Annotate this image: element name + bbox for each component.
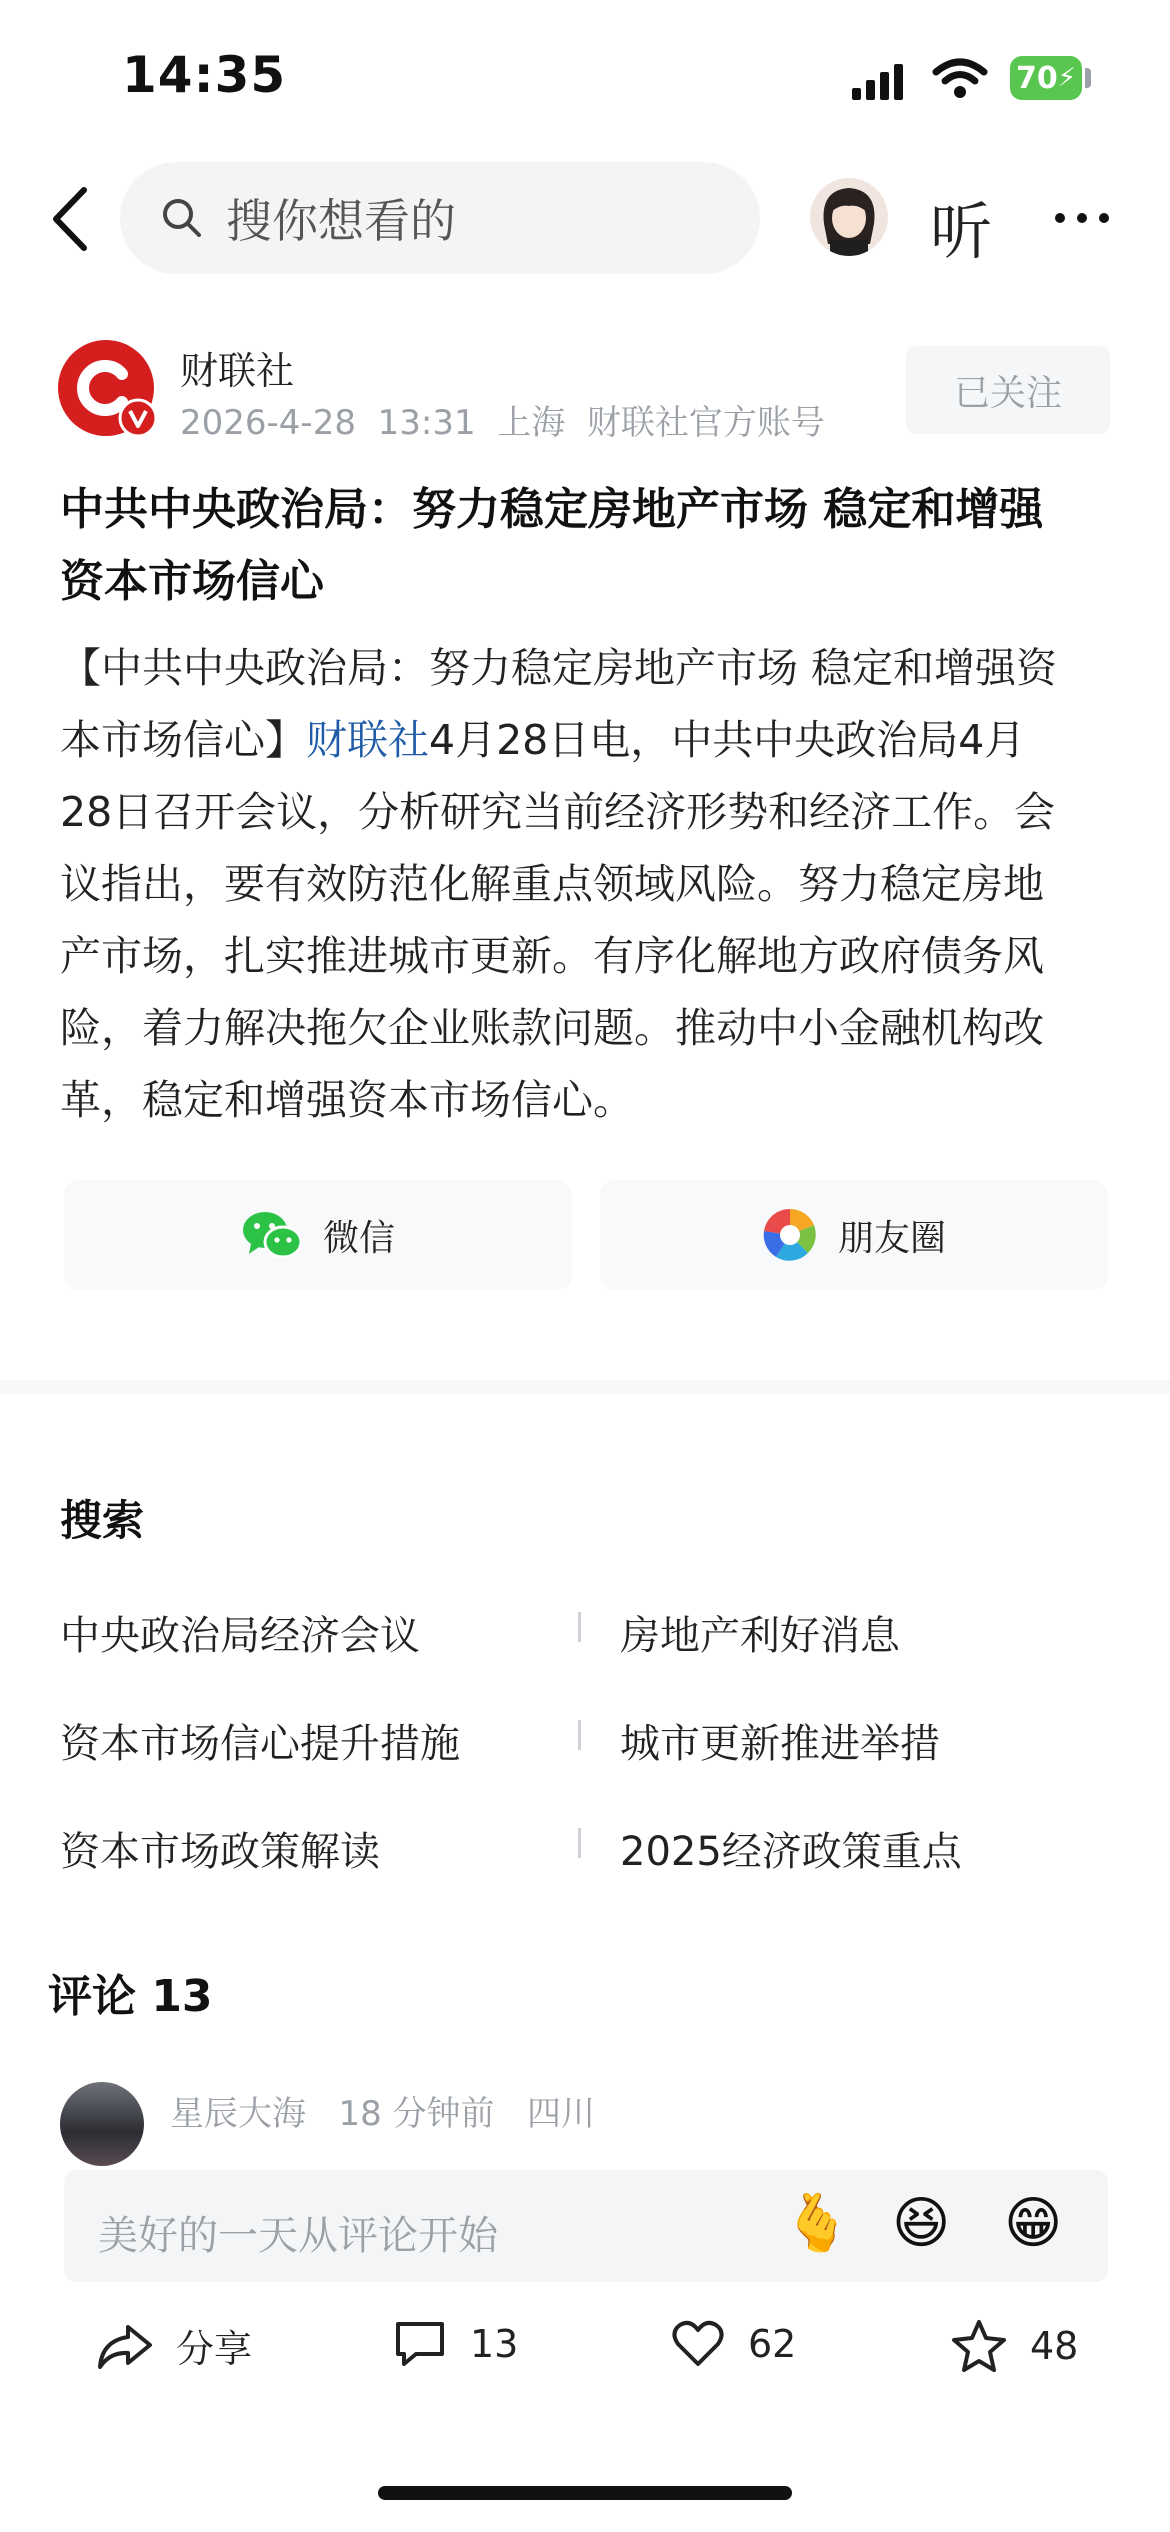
comment-time: 18 分钟前 [338,2094,495,2134]
avatar-face-icon [810,178,888,256]
body-line: 险，着力解决拖欠企业账款问题。推动中小金融机构改 [60,1004,1044,1052]
favorite-action[interactable] [950,2318,1078,2374]
comment-count: 13 [470,2322,519,2366]
grinning-emoji-icon[interactable]: 😁 [1004,2191,1063,2256]
publisher-link[interactable]: 财联社 [306,716,429,764]
battery-tip [1085,68,1091,88]
search-suggestion[interactable]: 中央政治局经济会议 [60,1613,420,1659]
publisher-name[interactable]: 财联社 [180,349,295,393]
search-suggestion[interactable]: 资本市场信心提升措施 [60,1721,460,1767]
search-suggestion[interactable]: 城市更新推进举措 [620,1721,940,1767]
body-line [60,704,1122,776]
publish-date: 2026-4-28 [180,403,356,443]
suggestion-separator [578,1720,581,1750]
share-arrow-icon [96,2321,154,2371]
body-line-text: 本市场信心】 [60,716,306,764]
search-suggestion[interactable]: 房地产利好消息 [620,1613,900,1659]
publish-meta [180,395,825,444]
status-time: 14:35 [122,46,287,104]
article-title-line: 资本市场信心 [60,556,324,607]
body-line: 产市场，扎实推进城市更新。有序化解地方政府债务风 [60,932,1044,980]
comment-action[interactable] [392,2318,518,2370]
body-line: 革，稳定和增强资本市场信心。 [60,1076,634,1124]
share-wechat-label: 微信 [322,1217,395,1259]
article-title [60,474,1120,618]
search-section-title: 搜索 [60,1496,145,1545]
comment-location: 四川 [526,2094,595,2134]
wifi-icon [932,58,988,100]
suggestion-separator [578,1612,581,1642]
comment-input[interactable] [64,2170,1108,2282]
comment-meta [170,2086,595,2135]
search-placeholder: 搜你想看的 [226,194,456,248]
moments-icon [762,1207,818,1263]
wechat-icon [241,1208,303,1262]
publish-time: 13:31 [377,403,476,443]
comments-title: 评论 13 [48,1971,213,2022]
follow-button[interactable]: 已关注 [906,346,1110,434]
body-line: 议指出，要有效防范化解重点领域风险。努力稳定房地 [60,860,1044,908]
body-line: 【中共中央政治局：努力稳定房地产市场 稳定和增强资 [60,644,1058,692]
search-icon [160,196,204,240]
section-divider [0,1380,1170,1394]
verified-badge-icon [118,398,158,438]
share-moments-button[interactable] [600,1180,1108,1290]
search-suggestion[interactable]: 2025经济政策重点 [620,1829,962,1875]
article-body [60,632,1122,1136]
commenter-avatar[interactable] [60,2082,144,2166]
commenter-name[interactable]: 星辰大海 [170,2094,306,2134]
like-count: 62 [748,2322,797,2366]
comment-icon [392,2318,448,2370]
laughing-emoji-icon[interactable]: 😆 [892,2191,951,2256]
back-icon[interactable] [48,184,92,254]
like-action[interactable] [670,2318,796,2370]
user-avatar[interactable] [810,178,888,256]
share-action[interactable] [96,2318,252,2373]
heart-hand-emoji-icon[interactable]: 🫰 [782,2191,852,2256]
favorite-count: 48 [1030,2324,1079,2368]
publish-location: 上海 [497,403,566,443]
star-icon [950,2318,1008,2374]
signal-icon [852,62,912,102]
comment-placeholder: 美好的一天从评论开始 [98,2213,498,2259]
body-line: 28日召开会议，分析研究当前经济形势和经济工作。会 [60,788,1056,836]
suggestion-separator [578,1828,581,1858]
account-type: 财联社官方账号 [586,403,825,443]
article-title-line: 中共中央政治局：努力稳定房地产市场 稳定和增强 [60,484,1044,535]
listen-button[interactable]: 听 [930,195,993,268]
search-input[interactable] [120,162,760,274]
share-moments-label: 朋友圈 [837,1217,946,1259]
battery-level: 70 [1015,60,1058,96]
share-label: 分享 [176,2327,253,2371]
share-wechat-button[interactable] [64,1180,572,1290]
search-suggestion[interactable]: 资本市场政策解读 [60,1829,380,1875]
more-icon[interactable] [1052,210,1112,226]
heart-icon [670,2318,726,2370]
home-indicator [378,2486,792,2500]
battery-indicator: 70 ⚡ [1010,56,1082,100]
body-line-text: 4月28日电，中共中央政治局4月 [429,716,1026,764]
